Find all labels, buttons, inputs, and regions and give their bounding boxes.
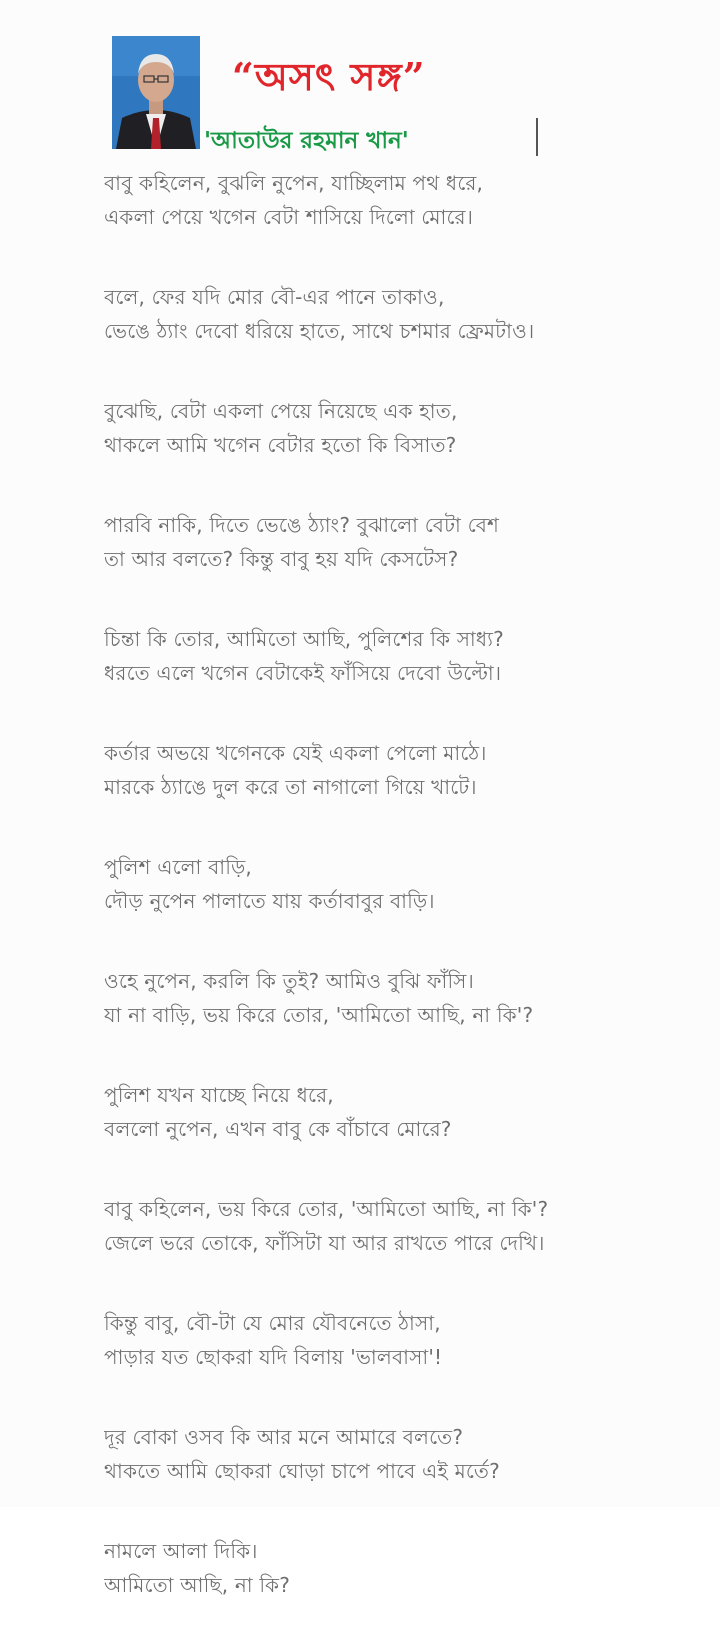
poem-line: আমিতো আছি, না কি? xyxy=(104,1573,291,1597)
poem-line: দূর বোকা ওসব কি আর মনে আমারে বলতে? xyxy=(104,1425,464,1449)
poem-line: বাবু কহিলেন, ভয় কিরে তোর, 'আমিতো আছি, না কি'? xyxy=(104,1197,549,1221)
poem-header xyxy=(112,36,612,156)
stanza xyxy=(104,1420,664,1488)
stanza xyxy=(104,508,664,576)
poem-line: পারবি নাকি, দিতে ভেঙে ঠ্যাং? বুঝালো বেটা বেশ xyxy=(104,513,500,537)
stanza xyxy=(104,964,664,1032)
poem-line: দৌড় নুপেন পালাতে যায় কর্তাবাবুর বাড়ি। xyxy=(104,889,435,913)
poem-line: বুঝেছি, বেটা একলা পেয়ে নিয়েছে এক হাত, xyxy=(104,399,458,423)
poem-title: “অসৎ সঙ্গ” xyxy=(232,54,426,99)
author-name: 'আতাউর রহমান খান' xyxy=(204,128,409,154)
poem-line: থাকতে আমি ছোকরা ঘোড়া চাপে পাবে এই মর্তে? xyxy=(104,1459,500,1483)
stanza xyxy=(104,166,664,234)
poem-line: কর্তার অভয়ে খগেনকে যেই একলা পেলো মাঠে। xyxy=(104,741,487,765)
author-photo xyxy=(112,36,200,149)
poem-line: ধরতে এলে খগেন বেটাকেই ফাঁসিয়ে দেবো উল্টো। xyxy=(104,661,502,685)
stanza xyxy=(104,1534,664,1602)
poem-line: ভেঙে ঠ্যাং দেবো ধরিয়ে হাতে, সাথে চশমার ফ্রেমটাও। xyxy=(104,319,535,343)
poem-line: চিন্তা কি তোর, আমিতো আছি, পুলিশের কি সাধ্য? xyxy=(104,627,504,651)
stanza xyxy=(104,394,664,462)
poem-line: তা আর বলতে? কিন্তু বাবু হয় যদি কেসটেস? xyxy=(104,547,459,571)
poem-line: জেলে ভরে তোকে, ফাঁসিটা যা আর রাখতে পারে দেখি। xyxy=(104,1231,545,1255)
poem-line: পুলিশ যখন যাচ্ছে নিয়ে ধরে, xyxy=(104,1083,334,1107)
stanza xyxy=(104,1306,664,1374)
poem-line: থাকলে আমি খগেন বেটার হতো কি বিসাত? xyxy=(104,433,457,457)
poem-line: যা না বাড়ি, ভয় কিরে তোর, 'আমিতো আছি, না কি'? xyxy=(104,1003,534,1027)
poem-line: মারকে ঠ্যাঙে দুল করে তা নাগালো গিয়ে খাটে। xyxy=(104,775,477,799)
poem-line: বলে, ফের যদি মোর বৌ-এর পানে তাকাও, xyxy=(104,285,445,309)
stanza xyxy=(104,1192,664,1260)
stanza xyxy=(104,1078,664,1146)
stanza xyxy=(104,736,664,804)
poem-line: পুলিশ এলো বাড়ি, xyxy=(104,855,252,879)
poem-line: নামলে আলা দিকি। xyxy=(104,1539,258,1563)
poem-body xyxy=(104,166,664,1648)
poem-line: একলা পেয়ে খগেন বেটা শাসিয়ে দিলো মোরে। xyxy=(104,205,474,229)
stanza xyxy=(104,850,664,918)
poem-line: ওহে নুপেন, করলি কি তুই? আমিও বুঝি ফাঁসি। xyxy=(104,969,474,993)
poem-line: বাবু কহিলেন, বুঝলি নুপেন, যাচ্ছিলাম পথ ধরে, xyxy=(104,171,484,195)
stanza xyxy=(104,622,664,690)
poem-line: পাড়ার যত ছোকরা যদি বিলায় 'ভালবাসা'! xyxy=(104,1345,443,1369)
poem-line: বললো নুপেন, এখন বাবু কে বাঁচাবে মোরে? xyxy=(104,1117,452,1141)
text-cursor xyxy=(536,118,538,156)
poem-line: কিন্তু বাবু, বৌ-টা যে মোর যৌবনেতে ঠাসা, xyxy=(104,1311,441,1335)
stanza xyxy=(104,280,664,348)
